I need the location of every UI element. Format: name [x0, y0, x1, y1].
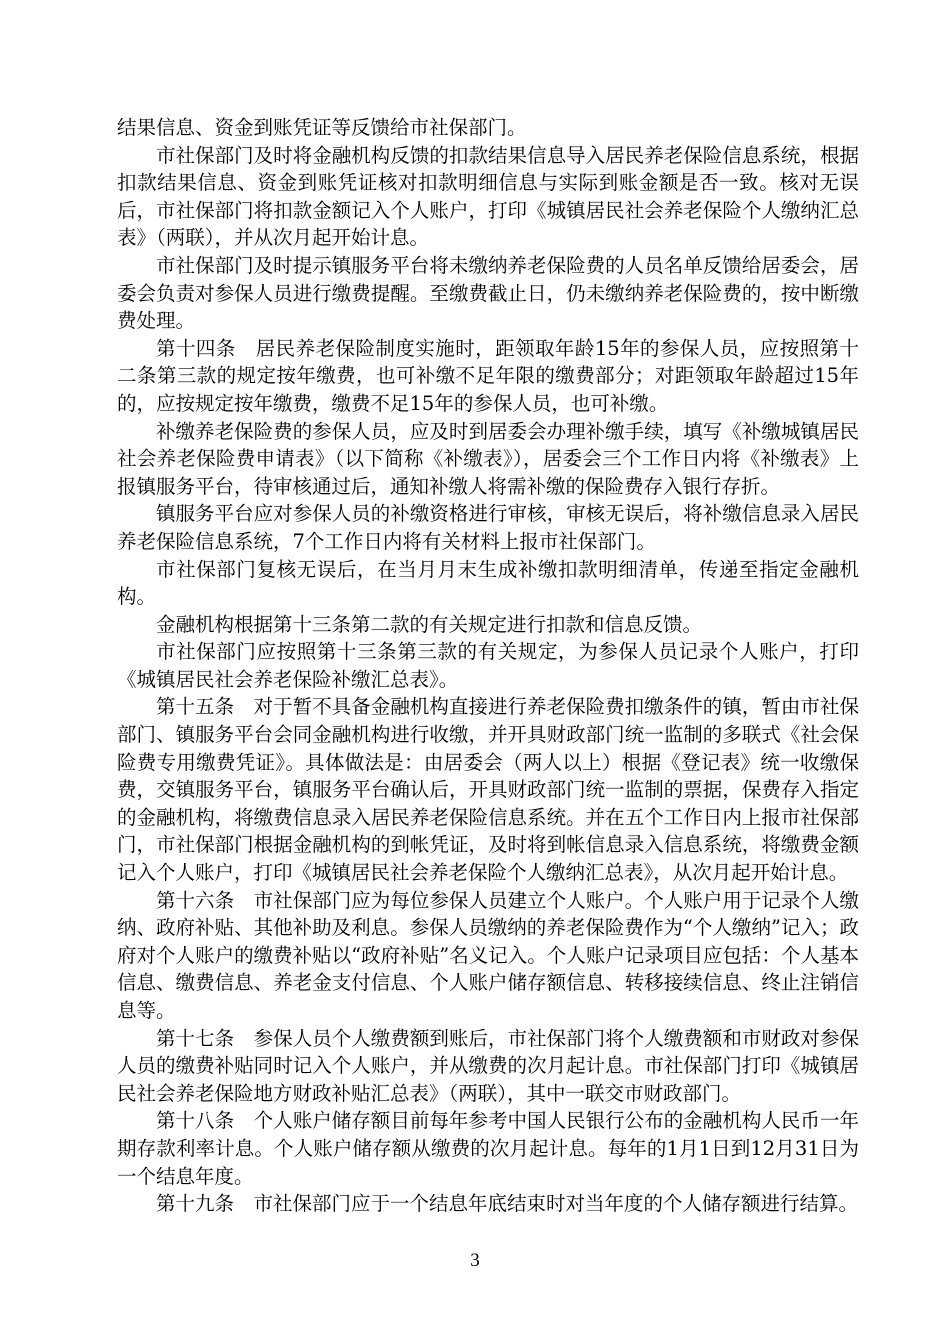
article-16: 第十六条 市社保部门应为每位参保人员建立个人账户。个人账户用于记录个人缴纳、政府补贴、其他补助及利息。参保人员缴纳的养老保险费作为“个人缴纳”记入；政府对个人账户的缴费补贴以“政府补贴”名义记入。个人账户记录项目应包括：个人基本信息、缴费信息、养老金支付信息、个人账户储存额信息、转移接续信息、终止注销信息等。 — [117, 888, 859, 1022]
paragraph: 市社保部门应按照第十三条第三款的有关规定，为参保人员记录个人账户，打印《城镇居民社会养老保险补缴汇总表》。 — [117, 640, 859, 691]
article-18: 第十八条 个人账户储存额目前每年参考中国人民银行公布的金融机构人民币一年期存款利率计息。个人账户储存额从缴费的次月起计息。每年的1月1日到12月31日为一个结息年度。 — [117, 1109, 859, 1188]
paragraph: 市社保部门复核无误后，在当月月末生成补缴扣款明细清单，传递至指定金融机构。 — [117, 557, 859, 609]
paragraph: 市社保部门及时提示镇服务平台将未缴纳养老保险费的人员名单反馈给居委会，居委会负责对参保人员进行缴费提醒。至缴费截止日，仍未缴纳养老保险费的，按中断缴费处理。 — [117, 253, 859, 333]
document-body — [117, 114, 859, 1218]
article-14: 第十四条 居民养老保险制度实施时，距领取年龄15年的参保人员，应按照第十二条第三款的规定按年缴费，也可补缴不足年限的缴费部分；对距领取年龄超过15年的，应按规定按年缴费，缴费不足15年的参保人员，也可补缴。 — [117, 336, 859, 415]
paragraph: 补缴养老保险费的参保人员，应及时到居委会办理补缴手续，填写《补缴城镇居民社会养老保险费申请表》（以下简称《补缴表》），居委会三个工作日内将《补缴表》上报镇服务平台，待审核通过后，通知补缴人将需补缴的保险费存入银行存折。 — [117, 419, 859, 498]
article-15: 第十五条 对于暂不具备金融机构直接进行养老保险费扣缴条件的镇，暂由市社保部门、镇服务平台会同金融机构进行收缴，并开具财政部门统一监制的多联式《社会保险费专用缴费凭证》。具体做法是：由居委会（两人以上）根据《登记表》统一收缴保费，交镇服务平台，镇服务平台确认后，开具财政部门统一监制的票据，保费存入指定的金融机构，将缴费信息录入居民养老保险信息系统。并在五个工作日内上报市社保部门，市社保部门根据金融机构的到帐凭证，及时将到帐信息录入信息系统，将缴费金额记入个人账户，打印《城镇居民社会养老保险个人缴纳汇总表》，从次月起开始计息。 — [117, 695, 859, 885]
article-17: 第十七条 参保人员个人缴费额到账后，市社保部门将个人缴费额和市财政对参保人员的缴费补贴同时记入个人账户，并从缴费的次月起计息。市社保部门打印《城镇居民社会养老保险地方财政补贴汇总表》（两联），其中一联交市财政部门。 — [117, 1026, 859, 1105]
paragraph: 市社保部门及时将金融机构反馈的扣款结果信息导入居民养老保险信息系统，根据扣款结果信息、资金到账凭证核对扣款明细信息与实际到账金额是否一致。核对无误后，市社保部门将扣款金额记入个人账户，打印《城镇居民社会养老保险个人缴纳汇总表》（两联），并从次月起开始计息。 — [117, 143, 859, 250]
paragraph: 金融机构根据第十三条第二款的有关规定进行扣款和信息反馈。 — [156, 612, 703, 636]
paragraph: 镇服务平台应对参保人员的补缴资格进行审核，审核无误后，将补缴信息录入居民养老保险信息系统，7个工作日内将有关材料上报市社保部门。 — [117, 502, 859, 553]
paragraph-continued: 结果信息、资金到账凭证等反馈给市社保部门。 — [117, 116, 527, 139]
page-number: 3 — [470, 1250, 480, 1271]
article-19: 第十九条 市社保部门应于一个结息年底结束时对当年度的个人储存额进行结算。 — [156, 1192, 859, 1216]
